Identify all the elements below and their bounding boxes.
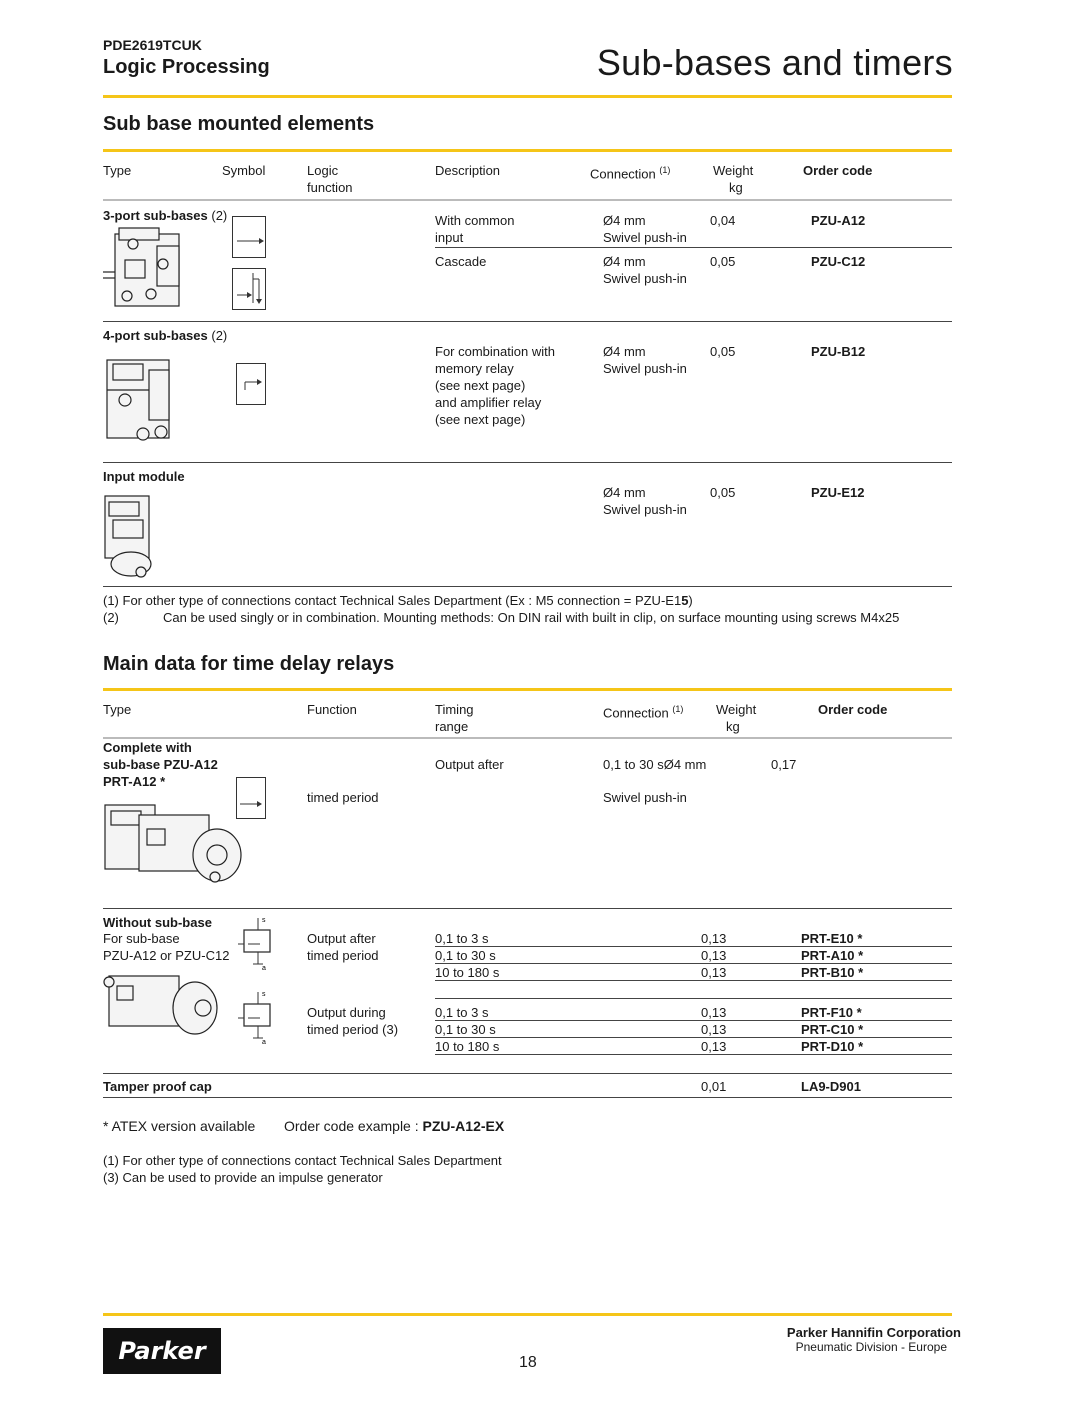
timing-prt-b10: 10 to 180 s bbox=[435, 965, 500, 980]
col-connection: Connection $^{(1)}$ bbox=[590, 165, 671, 182]
section-title: Logic Processing bbox=[103, 56, 270, 78]
group-divider bbox=[103, 908, 952, 909]
complete-connection-2: Swivel push-in bbox=[603, 790, 687, 805]
order-prt-d10: PRT-D10 * bbox=[801, 1039, 864, 1054]
section1-rule bbox=[103, 149, 952, 152]
col-description: Description bbox=[435, 163, 501, 178]
atex-note: * ATEX version available bbox=[103, 1118, 256, 1134]
section2-rule bbox=[103, 688, 952, 691]
row-divider bbox=[435, 247, 952, 248]
weight-pzu-c12: 0,05 bbox=[710, 254, 736, 269]
row-divider bbox=[435, 980, 952, 981]
row-divider bbox=[435, 1020, 952, 1021]
footnote-3: (3) Can be used to provide an impulse generator bbox=[103, 1170, 383, 1185]
weight-pzu-b12: 0,05 bbox=[710, 344, 736, 359]
group-input-module-label: Input module bbox=[103, 469, 185, 484]
company-name: Parker Hannifin Corporation bbox=[786, 1325, 961, 1340]
section1-title: Sub base mounted elements bbox=[103, 113, 375, 135]
svg-text:s: s bbox=[262, 991, 266, 998]
weight-prt-b10: 0,13 bbox=[701, 965, 727, 980]
col-order-code: Order code bbox=[818, 702, 888, 717]
tamper-weight: 0,01 bbox=[701, 1079, 727, 1094]
timing-prt-f10: 0,1 to 3 s bbox=[435, 1005, 489, 1020]
group-divider bbox=[103, 321, 952, 322]
tamper-label: Tamper proof cap bbox=[103, 1079, 212, 1094]
footnote-2-number: (2) bbox=[103, 610, 119, 625]
col-weight: Weight bbox=[713, 163, 754, 178]
header-divider bbox=[103, 199, 952, 201]
svg-text:s: s bbox=[262, 917, 266, 924]
weight-prt-e10: 0,13 bbox=[701, 931, 727, 946]
tamper-order: LA9-D901 bbox=[801, 1079, 861, 1094]
timing-prt-e10: 0,1 to 3 s bbox=[435, 931, 489, 946]
row-divider bbox=[435, 963, 952, 964]
complete-weight: 0,17 bbox=[771, 757, 797, 772]
order-pzu-e12: PZU-E12 bbox=[811, 485, 865, 500]
order-pzu-c12: PZU-C12 bbox=[811, 254, 866, 269]
svg-text:a: a bbox=[262, 965, 266, 972]
group-4port-label: 4-port sub-bases (2) bbox=[103, 328, 228, 343]
footnote-1: (1) For other type of connections contact Technical Sales Department (Ex : M5 connection = PZU-E15) bbox=[103, 593, 693, 608]
weight-prt-d10: 0,13 bbox=[701, 1039, 727, 1054]
row-divider bbox=[435, 1054, 952, 1055]
page-title: Sub-bases and timers bbox=[596, 42, 953, 83]
group-3port-label: 3-port sub-bases (2) bbox=[103, 208, 228, 223]
timing-prt-a10: 0,1 to 30 s bbox=[435, 948, 496, 963]
col-weight-unit: kg bbox=[726, 719, 740, 734]
group-divider bbox=[103, 462, 952, 463]
svg-text:a: a bbox=[262, 1039, 266, 1046]
timing-prt-c10: 0,1 to 30 s bbox=[435, 1022, 496, 1037]
conn-pzu-a12: Ø4 mm Swivel push-in bbox=[603, 213, 687, 245]
without-sub-base-note: For sub-base PZU-A12 or PZU-C12 bbox=[103, 931, 230, 963]
symbol-common-input bbox=[232, 216, 266, 258]
col-order-code: Order code bbox=[803, 163, 873, 178]
weight-pzu-a12: 0,04 bbox=[710, 213, 736, 228]
table-end-rule bbox=[103, 1097, 952, 1098]
row-divider bbox=[435, 1037, 952, 1038]
order-pzu-a12: PZU-A12 bbox=[811, 213, 866, 228]
order-prt-b10: PRT-B10 * bbox=[801, 965, 864, 980]
col-symbol: Symbol bbox=[222, 163, 266, 178]
weight-prt-a10: 0,13 bbox=[701, 948, 727, 963]
without-sub-base-label: Without sub-base bbox=[103, 915, 212, 930]
symbol-4port bbox=[236, 363, 266, 405]
desc-pzu-a12: With common input bbox=[435, 213, 515, 245]
function-output-during: Output during timed period (3) bbox=[307, 1005, 399, 1037]
order-prt-e10: PRT-E10 * bbox=[801, 931, 863, 946]
parker-logo: Parker bbox=[103, 1328, 221, 1374]
col-weight: Weight bbox=[716, 702, 757, 717]
complete-function-2: timed period bbox=[307, 790, 379, 805]
col-function: Function bbox=[307, 702, 357, 717]
symbol-cascade bbox=[232, 268, 266, 310]
conn-pzu-c12: Ø4 mm Swivel push-in bbox=[603, 254, 687, 286]
input-module-image bbox=[103, 490, 163, 582]
symbol-output-during bbox=[238, 988, 272, 1044]
weight-prt-c10: 0,13 bbox=[701, 1022, 727, 1037]
footnote-2-text: Can be used singly or in combination. Mounting methods: On DIN rail with built in clip, on surface mounting using screws M4x25 bbox=[163, 610, 900, 625]
complete-connection: 0,1 to 30 sØ4 mm bbox=[603, 757, 707, 772]
conn-pzu-e12: Ø4 mm Swivel push-in bbox=[603, 485, 687, 517]
doc-code: PDE2619TCUK bbox=[103, 37, 202, 53]
desc-pzu-c12: Cascade bbox=[435, 254, 487, 269]
timer-without-base-image bbox=[103, 972, 223, 1042]
order-prt-a10: PRT-A10 * bbox=[801, 948, 864, 963]
order-code-example: Order code example : PZU-A12-EX bbox=[284, 1118, 505, 1134]
header-divider bbox=[103, 737, 952, 739]
complete-with-label: Complete with sub-base PZU-A12 PRT-A12 * bbox=[103, 740, 218, 789]
order-pzu-b12: PZU-B12 bbox=[811, 344, 866, 359]
sub-base-4port-image bbox=[103, 350, 183, 450]
function-output-after: Output after timed period bbox=[307, 931, 379, 963]
col-type: Type bbox=[103, 163, 132, 178]
col-connection: Connection $^{(1)}$ bbox=[603, 704, 684, 721]
conn-pzu-b12: Ø4 mm Swivel push-in bbox=[603, 344, 687, 376]
group-divider bbox=[103, 1073, 952, 1074]
timing-prt-d10: 10 to 180 s bbox=[435, 1039, 500, 1054]
desc-pzu-b12: For combination with memory relay (see next page) and amplifier relay (see next page) bbox=[435, 344, 555, 427]
order-prt-c10: PRT-C10 * bbox=[801, 1022, 864, 1037]
symbol-output-after bbox=[238, 914, 272, 970]
division-name: Pneumatic Division - Europe bbox=[795, 1340, 947, 1354]
weight-prt-f10: 0,13 bbox=[701, 1005, 727, 1020]
header-rule bbox=[103, 95, 952, 98]
weight-pzu-e12: 0,05 bbox=[710, 485, 736, 500]
row-divider bbox=[435, 998, 952, 999]
col-type: Type bbox=[103, 702, 132, 717]
complete-function: Output after bbox=[435, 757, 504, 772]
col-weight-unit: kg bbox=[729, 180, 743, 195]
sub-base-3port-image bbox=[103, 224, 193, 314]
footer-rule bbox=[103, 1313, 952, 1316]
row-divider bbox=[435, 946, 952, 947]
table-end-rule bbox=[103, 586, 952, 587]
page-number: 18 bbox=[519, 1354, 537, 1371]
section2-title: Main data for time delay relays bbox=[103, 653, 395, 675]
col-logic-function: Logic function bbox=[307, 163, 353, 195]
col-timing-range: Timing range bbox=[435, 702, 474, 734]
order-prt-f10: PRT-F10 * bbox=[801, 1005, 862, 1020]
timer-complete-image bbox=[103, 795, 243, 887]
footnote-1: (1) For other type of connections contact Technical Sales Department bbox=[103, 1153, 502, 1168]
